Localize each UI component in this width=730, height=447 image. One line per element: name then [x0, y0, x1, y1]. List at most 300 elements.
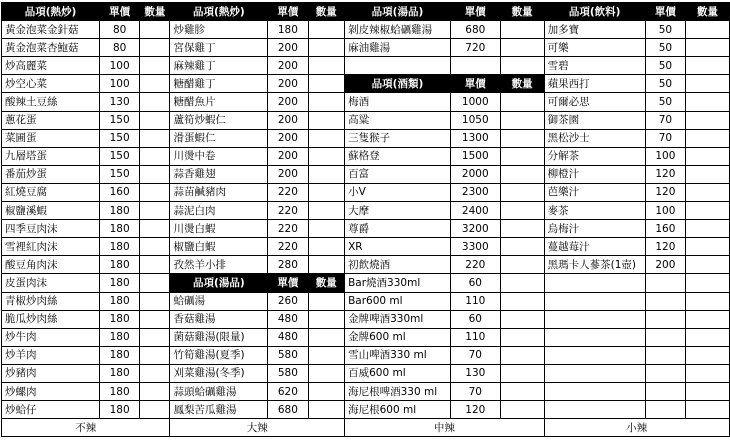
section-header-qty: 數量: [500, 75, 544, 93]
menu-item-price: 120: [645, 238, 685, 256]
qty-cell: [500, 202, 544, 220]
qty-cell: [686, 75, 730, 93]
section-header-price: 單價: [450, 75, 500, 93]
menu-item-name: [544, 310, 645, 328]
qty-cell: [500, 39, 544, 57]
qty-cell: [140, 111, 170, 129]
qty-cell: [140, 292, 170, 310]
menu-item-price: 80: [100, 21, 140, 39]
menu-item-name: 炒空心菜: [2, 75, 100, 93]
qty-cell: [308, 39, 345, 57]
menu-item-price: 200: [268, 39, 308, 57]
qty-cell: [500, 401, 544, 419]
qty-cell: [308, 310, 345, 328]
menu-item-price: [645, 292, 685, 310]
qty-cell: [308, 147, 345, 165]
menu-item-price: 70: [645, 111, 685, 129]
qty-cell: [500, 183, 544, 201]
header-item-drinks: 品項(飲料): [544, 3, 645, 21]
qty-cell: [500, 129, 544, 147]
menu-item-price: [645, 328, 685, 346]
menu-item-name: 蒜頭蛤礪雞湯: [170, 382, 268, 400]
menu-item-price: [645, 401, 685, 419]
menu-item-name: 椒鹽溪蝦: [2, 202, 100, 220]
menu-item-name: 滑蛋蝦仁: [170, 129, 268, 147]
table-row: [2, 21, 730, 39]
menu-item-name: 黃金泡菜杏鮑菇: [2, 39, 100, 57]
menu-item-price: 160: [100, 183, 140, 201]
menu-item-name: 四季豆肉沫: [2, 220, 100, 238]
qty-cell: [308, 183, 345, 201]
qty-cell: [500, 111, 544, 129]
menu-item-name: 孜然羊小排: [170, 256, 268, 274]
menu-item-price: 220: [268, 220, 308, 238]
menu-item-name: 蒜苗鹹豬肉: [170, 183, 268, 201]
menu-item-name: 炒雞胗: [170, 21, 268, 39]
menu-item-price: 220: [268, 183, 308, 201]
section-header-item: 品項(湯品): [170, 274, 268, 292]
header-price: 單價: [645, 3, 685, 21]
menu-item-name: 菜圃蛋: [2, 129, 100, 147]
qty-cell: [140, 75, 170, 93]
menu-item-name: 蔓越莓汁: [544, 238, 645, 256]
table-row: [2, 129, 730, 147]
qty-cell: [686, 165, 730, 183]
menu-item-name: 海尼根啤酒330 ml: [345, 382, 451, 400]
qty-cell: [308, 292, 345, 310]
qty-cell: [686, 382, 730, 400]
table-row: [2, 238, 730, 256]
menu-item-price: 200: [268, 129, 308, 147]
menu-item-price: 200: [645, 256, 685, 274]
menu-item-name: 黑瑪卡人蔘茶(1壺): [544, 256, 645, 274]
qty-cell: [140, 57, 170, 75]
menu-item-price: 1300: [450, 129, 500, 147]
menu-item-price: 480: [268, 310, 308, 328]
qty-cell: [686, 256, 730, 274]
qty-cell: [500, 238, 544, 256]
menu-item-name: 炒蛤仔: [2, 401, 100, 419]
menu-item-name: 雪碧: [544, 57, 645, 75]
menu-item-name: 九層塔蛋: [2, 147, 100, 165]
qty-cell: [500, 382, 544, 400]
menu-item-name: 宮保雞丁: [170, 39, 268, 57]
menu-item-price: 200: [268, 165, 308, 183]
qty-cell: [500, 147, 544, 165]
menu-item-price: 180: [100, 238, 140, 256]
qty-cell: [686, 21, 730, 39]
qty-cell: [140, 129, 170, 147]
menu-item-price: 580: [268, 346, 308, 364]
menu-item-name: Bar600 ml: [345, 292, 451, 310]
menu-item-price: [645, 364, 685, 382]
menu-item-name: 刈菜雞湯(冬季): [170, 364, 268, 382]
qty-cell: [686, 274, 730, 292]
table-row: [2, 93, 730, 111]
menu-item-name: [544, 382, 645, 400]
qty-cell: [686, 183, 730, 201]
menu-item-price: [645, 346, 685, 364]
menu-item-name: 金牌600 ml: [345, 328, 451, 346]
qty-cell: [140, 147, 170, 165]
qty-cell: [686, 328, 730, 346]
menu-item-price: 3200: [450, 220, 500, 238]
menu-item-name: 鳳梨苦瓜雞湯: [170, 401, 268, 419]
qty-cell: [500, 364, 544, 382]
qty-cell: [500, 274, 544, 292]
menu-item-name: 蔥花蛋: [2, 111, 100, 129]
menu-item-price: 150: [100, 129, 140, 147]
menu-item-price: 620: [268, 382, 308, 400]
menu-item-price: 100: [100, 57, 140, 75]
qty-cell: [686, 401, 730, 419]
qty-cell: [500, 220, 544, 238]
menu-item-price: 260: [268, 292, 308, 310]
menu-item-price: 180: [100, 292, 140, 310]
menu-item-name: 芭樂汁: [544, 183, 645, 201]
header-row: [2, 3, 730, 21]
menu-item-name: 蘋果西打: [544, 75, 645, 93]
qty-cell: [140, 328, 170, 346]
menu-item-price: 2000: [450, 165, 500, 183]
menu-item-name: 三隻猴子: [345, 129, 451, 147]
header-price: 單價: [268, 3, 308, 21]
menu-item-name: [544, 328, 645, 346]
table-row: [2, 220, 730, 238]
menu-item-price: 120: [645, 183, 685, 201]
menu-item-name: 百威600 ml: [345, 364, 451, 382]
qty-cell: [140, 401, 170, 419]
qty-cell: [686, 292, 730, 310]
menu-item-name: 蘆筍炒蝦仁: [170, 111, 268, 129]
menu-item-name: 竹筍雞湯(夏季): [170, 346, 268, 364]
menu-item-name: [544, 364, 645, 382]
qty-cell: [308, 364, 345, 382]
qty-cell: [686, 202, 730, 220]
qty-cell: [500, 310, 544, 328]
qty-cell: [308, 238, 345, 256]
menu-item-name: 椒鹽白蝦: [170, 238, 268, 256]
menu-item-name: 大摩: [345, 202, 451, 220]
qty-cell: [308, 75, 345, 93]
menu-item-price: 200: [268, 93, 308, 111]
menu-item-price: [645, 382, 685, 400]
menu-item-price: 180: [100, 274, 140, 292]
menu-item-price: 680: [268, 401, 308, 419]
menu-item-name: 百富: [345, 165, 451, 183]
menu-item-price: 80: [100, 39, 140, 57]
menu-item-name: [544, 346, 645, 364]
menu-item-price: 2400: [450, 202, 500, 220]
header-item-soup: 品項(湯品): [345, 3, 451, 21]
qty-cell: [140, 220, 170, 238]
menu-item-price: 50: [645, 39, 685, 57]
menu-item-price: 200: [268, 57, 308, 75]
menu-item-name: 黑松沙士: [544, 129, 645, 147]
qty-cell: [308, 382, 345, 400]
menu-item-price: 50: [645, 75, 685, 93]
menu-item-price: 480: [268, 328, 308, 346]
table-row: [2, 328, 730, 346]
menu-item-price: 120: [450, 401, 500, 419]
menu-item-name: [544, 274, 645, 292]
qty-cell: [686, 238, 730, 256]
qty-cell: [140, 39, 170, 57]
menu-item-price: 120: [645, 165, 685, 183]
table-row: [2, 256, 730, 274]
menu-item-name: 川燙中卷: [170, 147, 268, 165]
menu-item-name: 炒高麗菜: [2, 57, 100, 75]
menu-item-price: 1500: [450, 147, 500, 165]
menu-item-name: 炒豬肉: [2, 364, 100, 382]
spice-label-none: 不辣: [2, 419, 170, 437]
menu-item-name: 香菇雞湯: [170, 310, 268, 328]
menu-item-price: 200: [268, 111, 308, 129]
table-row: [2, 346, 730, 364]
menu-item-price: 50: [645, 21, 685, 39]
header-price: 單價: [100, 3, 140, 21]
menu-item-price: [450, 57, 500, 75]
menu-item-name: 梅酒: [345, 93, 451, 111]
menu-item-name: 雪山啤酒330 ml: [345, 346, 451, 364]
qty-cell: [140, 382, 170, 400]
table-row: [2, 147, 730, 165]
menu-item-name: 炒羊肉: [2, 346, 100, 364]
table-row: [2, 274, 730, 292]
menu-item-price: 100: [645, 202, 685, 220]
qty-cell: [686, 147, 730, 165]
menu-item-price: 200: [268, 147, 308, 165]
menu-item-name: 海尼根600 ml: [345, 401, 451, 419]
menu-item-name: 雪裡紅肉沫: [2, 238, 100, 256]
qty-cell: [500, 328, 544, 346]
menu-item-price: 110: [450, 292, 500, 310]
qty-cell: [686, 310, 730, 328]
table-row: [2, 364, 730, 382]
menu-item-price: 180: [100, 364, 140, 382]
qty-cell: [500, 21, 544, 39]
menu-item-price: 70: [450, 346, 500, 364]
qty-cell: [308, 165, 345, 183]
menu-item-price: 70: [450, 382, 500, 400]
qty-cell: [308, 93, 345, 111]
menu-item-price: 180: [100, 328, 140, 346]
table-row: [2, 183, 730, 201]
qty-cell: [308, 220, 345, 238]
menu-item-price: 220: [450, 256, 500, 274]
menu-item-name: [544, 401, 645, 419]
qty-cell: [308, 328, 345, 346]
menu-item-price: 160: [645, 220, 685, 238]
menu-item-price: 100: [100, 75, 140, 93]
qty-cell: [140, 21, 170, 39]
menu-item-price: 180: [268, 21, 308, 39]
menu-item-price: 1050: [450, 111, 500, 129]
qty-cell: [140, 364, 170, 382]
menu-item-price: 180: [100, 401, 140, 419]
qty-cell: [140, 256, 170, 274]
menu-item-name: 麻油雞湯: [345, 39, 451, 57]
qty-cell: [308, 21, 345, 39]
menu-item-name: 金牌啤酒330ml: [345, 310, 451, 328]
menu-item-name: XR: [345, 238, 451, 256]
spice-label-medium: 中辣: [345, 419, 545, 437]
menu-item-name: 青椒炒肉絲: [2, 292, 100, 310]
qty-cell: [500, 346, 544, 364]
qty-cell: [140, 93, 170, 111]
menu-item-price: 180: [100, 256, 140, 274]
spice-label-mild: 小辣: [544, 419, 729, 437]
section-header-qty: 數量: [308, 274, 345, 292]
qty-cell: [308, 401, 345, 419]
qty-cell: [686, 57, 730, 75]
qty-cell: [308, 57, 345, 75]
menu-item-price: 60: [450, 310, 500, 328]
table-row: [2, 401, 730, 419]
table-row: [2, 75, 730, 93]
header-qty: 數量: [308, 3, 345, 21]
menu-item-name: 脆瓜炒肉絲: [2, 310, 100, 328]
menu-table: [1, 2, 730, 437]
menu-item-name: 菌菇雞湯(限量): [170, 328, 268, 346]
table-row: [2, 165, 730, 183]
header-qty: 數量: [686, 3, 730, 21]
qty-cell: [686, 39, 730, 57]
menu-item-name: 烏梅汁: [544, 220, 645, 238]
menu-item-price: 2300: [450, 183, 500, 201]
header-item-stirfry: 品項(熱炒): [2, 3, 100, 21]
menu-item-price: 150: [100, 165, 140, 183]
menu-item-price: 180: [100, 220, 140, 238]
table-row: [2, 310, 730, 328]
menu-item-price: 180: [100, 202, 140, 220]
menu-item-name: 蒜香雞翅: [170, 165, 268, 183]
header-price: 單價: [450, 3, 500, 21]
menu-item-price: [645, 310, 685, 328]
menu-item-price: 60: [450, 274, 500, 292]
qty-cell: [308, 256, 345, 274]
header-item-stirfry-2: 品項(熱炒): [170, 3, 268, 21]
menu-item-price: 70: [645, 129, 685, 147]
section-header-item: 品項(酒類): [345, 75, 451, 93]
menu-item-name: Bar燒酒330ml: [345, 274, 451, 292]
menu-item-name: 糖醋魚片: [170, 93, 268, 111]
menu-item-name: 蒜泥白肉: [170, 202, 268, 220]
menu-item-price: 150: [100, 147, 140, 165]
menu-item-name: 小V: [345, 183, 451, 201]
menu-item-price: 150: [100, 111, 140, 129]
qty-cell: [140, 310, 170, 328]
spice-label-hot: 大辣: [170, 419, 345, 437]
table-row: [2, 39, 730, 57]
menu-item-name: 高粱: [345, 111, 451, 129]
menu-item-name: 糖醋雞丁: [170, 75, 268, 93]
menu-item-price: 50: [645, 57, 685, 75]
qty-cell: [308, 202, 345, 220]
header-qty: 數量: [500, 3, 544, 21]
qty-cell: [140, 165, 170, 183]
menu-item-price: 130: [450, 364, 500, 382]
table-row: [2, 382, 730, 400]
footer-row: [2, 419, 730, 437]
menu-item-name: 蛤礪湯: [170, 292, 268, 310]
qty-cell: [140, 238, 170, 256]
qty-cell: [500, 93, 544, 111]
menu-item-name: 紅燒豆腐: [2, 183, 100, 201]
menu-item-name: 酸辣土豆絲: [2, 93, 100, 111]
menu-item-price: 180: [100, 310, 140, 328]
menu-item-name: 蘇格登: [345, 147, 451, 165]
table-row: [2, 57, 730, 75]
qty-cell: [308, 129, 345, 147]
menu-item-price: 220: [268, 202, 308, 220]
menu-item-price: 1000: [450, 93, 500, 111]
menu-item-name: 番茄炒蛋: [2, 165, 100, 183]
qty-cell: [686, 93, 730, 111]
menu-item-name: 分解茶: [544, 147, 645, 165]
qty-cell: [500, 292, 544, 310]
menu-item-name: 炒牛肉: [2, 328, 100, 346]
menu-item-name: 炒螺肉: [2, 382, 100, 400]
qty-cell: [308, 111, 345, 129]
qty-cell: [686, 364, 730, 382]
menu-item-name: 麥茶: [544, 202, 645, 220]
menu-item-price: 3300: [450, 238, 500, 256]
qty-cell: [140, 346, 170, 364]
menu-item-name: 酸豆角肉沫: [2, 256, 100, 274]
qty-cell: [686, 111, 730, 129]
menu-item-name: [345, 57, 451, 75]
qty-cell: [686, 346, 730, 364]
menu-item-price: 580: [268, 364, 308, 382]
table-row: [2, 202, 730, 220]
header-qty: 數量: [140, 3, 170, 21]
qty-cell: [140, 202, 170, 220]
menu-item-name: [544, 292, 645, 310]
menu-item-price: 720: [450, 39, 500, 57]
qty-cell: [500, 57, 544, 75]
qty-cell: [686, 220, 730, 238]
menu-item-price: [645, 274, 685, 292]
menu-item-name: 可樂: [544, 39, 645, 57]
qty-cell: [140, 183, 170, 201]
menu-item-price: 180: [100, 382, 140, 400]
menu-item-name: 皮蛋肉沫: [2, 274, 100, 292]
menu-item-name: 川燙白蝦: [170, 220, 268, 238]
menu-item-name: 剝皮辣椒蛤礪雞湯: [345, 21, 451, 39]
menu-item-price: 110: [450, 328, 500, 346]
menu-item-name: 柳橙汁: [544, 165, 645, 183]
table-row: [2, 111, 730, 129]
qty-cell: [308, 346, 345, 364]
menu-item-name: 御茶園: [544, 111, 645, 129]
menu-item-name: 尊爵: [345, 220, 451, 238]
menu-item-price: 220: [268, 238, 308, 256]
menu-item-price: 200: [268, 75, 308, 93]
menu-item-name: 麻辣雞丁: [170, 57, 268, 75]
qty-cell: [500, 256, 544, 274]
section-header-price: 單價: [268, 274, 308, 292]
menu-item-name: 可爾必思: [544, 93, 645, 111]
qty-cell: [686, 129, 730, 147]
menu-item-price: 50: [645, 93, 685, 111]
qty-cell: [500, 165, 544, 183]
menu-item-price: 180: [100, 346, 140, 364]
menu-item-price: 130: [100, 93, 140, 111]
menu-item-name: 加多寶: [544, 21, 645, 39]
menu-item-price: 100: [645, 147, 685, 165]
menu-item-name: 黃金泡菜金針菇: [2, 21, 100, 39]
